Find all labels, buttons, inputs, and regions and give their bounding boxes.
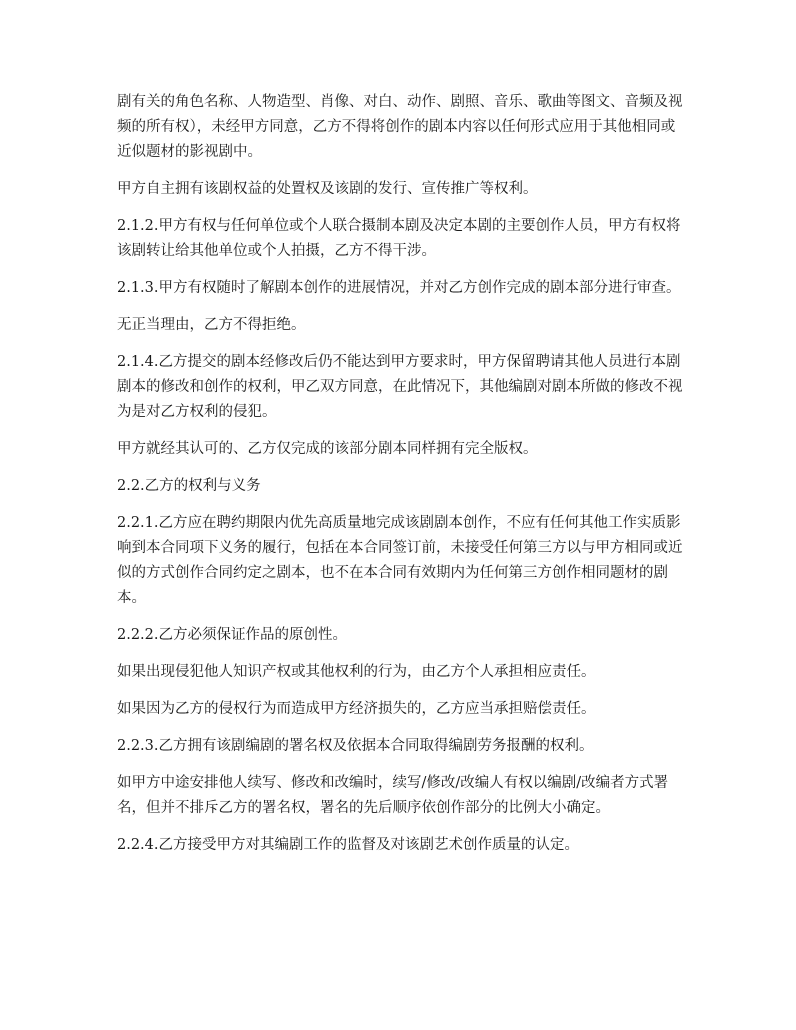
- paragraph: 2.1.2.甲方有权与任何单位或个人联合摄制本剧及决定本剧的主要创作人员，甲方有权将该剧转让给其他单位或个人拍摄，乙方不得干涉。: [117, 218, 681, 259]
- paragraph: 剧有关的角色名称、人物造型、肖像、对白、动作、剧照、音乐、歌曲等图文、音频及视频的所有权），未经甲方同意，乙方不得将创作的剧本内容以任何形式应用于其他相同或近似题材的影视剧中。: [117, 94, 683, 160]
- paragraph: 如果因为乙方的侵权行为而造成甲方经济损失的，乙方应当承担赔偿责任。: [117, 701, 596, 717]
- paragraph: 如甲方中途安排他人续写、修改和改编时，续写/修改/改编人有权以编剧/改编者方式署名，但并不排斥乙方的署名权，署名的先后顺序依创作部分的比例大小确定。: [117, 775, 669, 816]
- paragraph: 无正当理由，乙方不得拒绝。: [117, 317, 306, 333]
- section-heading: 2.2.乙方的权利与义务: [117, 478, 261, 494]
- paragraph: 2.2.4.乙方接受甲方对其编剧工作的监督及对该剧艺术创作质量的认定。: [117, 837, 580, 853]
- paragraph: 2.1.3.甲方有权随时了解剧本创作的进展情况，并对乙方创作完成的剧本部分进行审查。: [117, 280, 681, 296]
- paragraph: 2.2.3.乙方拥有该剧编剧的署名权及依据本合同取得编剧劳务报酬的权利。: [117, 738, 594, 754]
- paragraph: 如果出现侵犯他人知识产权或其他权利的行为，由乙方个人承担相应责任。: [117, 664, 596, 680]
- paragraph: 2.2.2.乙方必须保证作品的原创性。: [117, 627, 348, 643]
- paragraph: 2.2.1.乙方应在聘约期限内优先高质量地完成该剧剧本创作，不应有任何其他工作实质影响到本合同项下义务的履行，包括在本合同签订前，未接受任何第三方以与甲方相同或近似的方式创作合同约定之剧本，也不在本合同有效期内为任何第三方创作相同题材的剧本。: [117, 515, 683, 606]
- paragraph: 甲方就经其认可的、乙方仅完成的该部分剧本同样拥有完全版权。: [117, 441, 538, 457]
- paragraph: 2.1.4.乙方提交的剧本经修改后仍不能达到甲方要求时，甲方保留聘请其他人员进行本剧剧本的修改和创作的权利，甲乙双方同意，在此情况下，其他编剧对剧本所做的修改不视为是对乙方权利的侵犯。: [117, 354, 683, 420]
- paragraph: 甲方自主拥有该剧权益的处置权及该剧的发行、宣传推广等权利。: [117, 181, 538, 197]
- document-body: [117, 90, 687, 870]
